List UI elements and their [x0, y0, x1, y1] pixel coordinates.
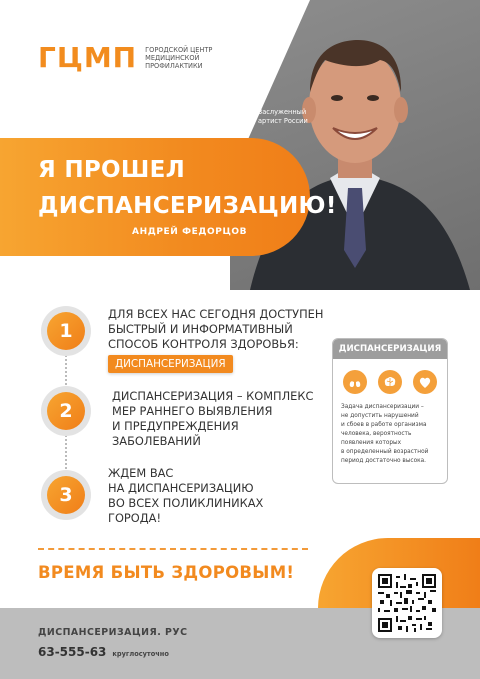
- step-line: СПОСОБ КОНТРОЛЯ ЗДОРОВЬЯ:: [108, 337, 299, 351]
- logo: [38, 41, 213, 74]
- qr-code[interactable]: [372, 568, 442, 638]
- slogan: ВРЕМЯ БЫТЬ ЗДОРОВЫМ!: [38, 563, 295, 582]
- step-number: 2: [47, 392, 85, 430]
- card-text-line: Задача диспансеризации –: [341, 404, 424, 410]
- step-line: НА ДИСПАНСЕРИЗАЦИЮ: [108, 481, 254, 495]
- lungs-icon: [343, 370, 367, 394]
- step-line: БЫСТРЫЙ И ИНФОРМАТИВНЫЙ: [108, 322, 293, 336]
- card-text-line: и сбоев в работе организма: [341, 422, 427, 428]
- brain-icon: [378, 370, 402, 394]
- step-number: 1: [47, 312, 85, 350]
- photo-caption: [258, 108, 308, 126]
- phone-row: [38, 645, 169, 659]
- step-3-text: [108, 466, 263, 526]
- step-line: ЖДЕМ ВАС: [108, 466, 174, 480]
- step-line: МЕР РАННЕГО ВЫЯВЛЕНИЯ: [112, 404, 273, 418]
- headline-line: Я ПРОШЕЛ: [38, 157, 186, 183]
- qr-code-icon: [378, 574, 436, 632]
- card-text-line: появления которых: [341, 440, 402, 446]
- step-line: ДИСПАНСЕРИЗАЦИЯ – КОМПЛЕКС: [112, 389, 314, 403]
- info-card: [332, 338, 448, 484]
- headline-line: ДИСПАНСЕРИЗАЦИЮ!: [38, 193, 337, 219]
- step-2-badge: [41, 386, 91, 436]
- phone-note: круглосуточно: [112, 650, 169, 658]
- step-1-text: [108, 307, 323, 352]
- website-link[interactable]: ДИСПАНСЕРИЗАЦИЯ. РУС: [38, 627, 188, 638]
- dashed-divider: [38, 548, 308, 550]
- step-line: И ПРЕДУПРЕЖДЕНИЯ: [112, 419, 239, 433]
- step-line: ВО ВСЕХ ПОЛИКЛИНИКАХ: [108, 496, 264, 510]
- card-text-line: человека, вероятность: [341, 431, 412, 437]
- step-1-badge: [41, 306, 91, 356]
- card-icons: [333, 359, 447, 394]
- card-text-line: период достаточно высока.: [341, 458, 427, 464]
- logo-mark: ГЦМП: [38, 41, 138, 74]
- step-1-tag: ДИСПАНСЕРИЗАЦИЯ: [108, 355, 233, 373]
- step-2-text: [112, 389, 313, 449]
- step-number: 3: [47, 476, 85, 514]
- author-name: АНДРЕЙ ФЕДОРЦОВ: [132, 227, 248, 237]
- card-text: [333, 394, 447, 466]
- step-3-badge: [41, 470, 91, 520]
- card-text-line: не допустить нарушений: [341, 413, 419, 419]
- logo-line: МЕДИЦИНСКОЙ: [145, 54, 200, 62]
- card-text-line: в определенный возрастной: [341, 449, 429, 455]
- step-line: ДЛЯ ВСЕХ НАС СЕГОДНЯ ДОСТУПЕН: [108, 307, 324, 321]
- photo-caption-line: Заслуженный: [258, 108, 307, 116]
- headline: [38, 152, 337, 224]
- photo-caption-line: артист России: [258, 117, 308, 125]
- logo-line: ПРОФИЛАКТИКИ: [145, 62, 203, 70]
- card-title: ДИСПАНСЕРИЗАЦИЯ: [333, 339, 447, 359]
- heart-icon: [413, 370, 437, 394]
- step-line: ЗАБОЛЕВАНИЙ: [112, 434, 201, 448]
- phone-number[interactable]: 63-555-63: [38, 645, 107, 659]
- logo-line: ГОРОДСКОЙ ЦЕНТР: [145, 46, 213, 54]
- logo-text: [145, 46, 212, 70]
- step-line: ГОРОДА!: [108, 511, 162, 525]
